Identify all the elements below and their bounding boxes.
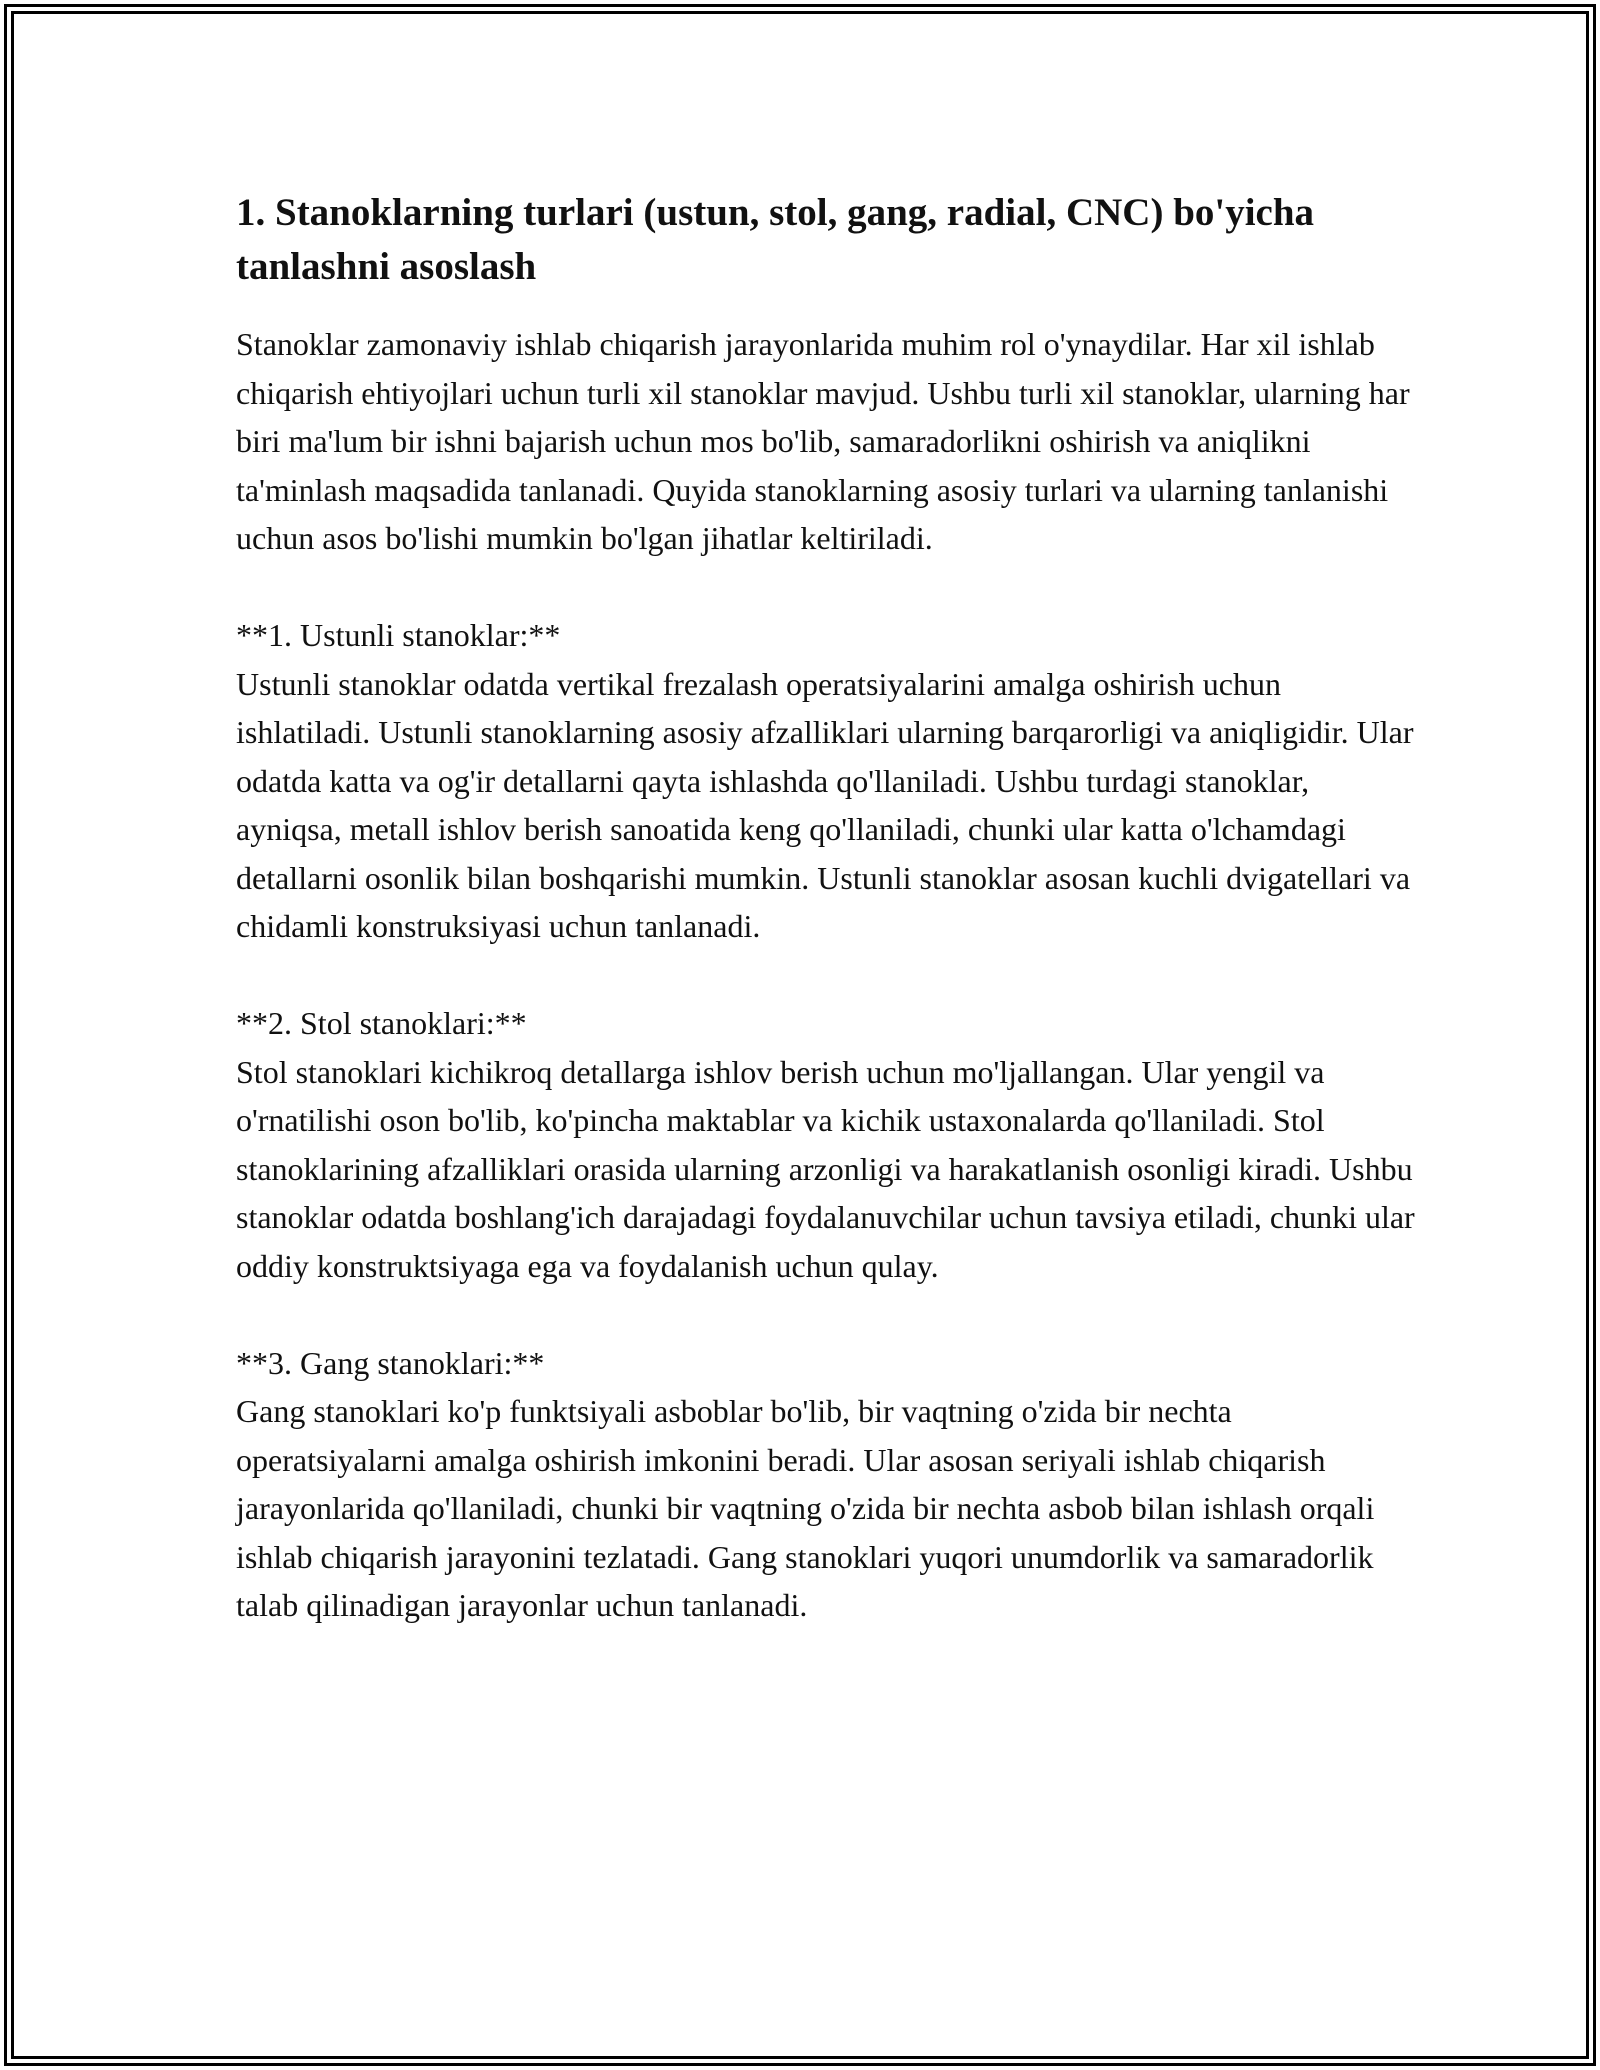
section-body-stol: Stol stanoklari kichikroq detallarga ishlov berish uchun mo'ljallangan. Ular yengil va o'rnatilishi oson bo'lib, ko'pincha maktablar va kichik ustaxonalarda qo'llaniladi. Stol stanoklarining afzalliklari orasida ularning arzonligi va harakatlanish osonligi kiradi. Ushbu stanoklar odatda boshlang'ich darajadagi foydalanuvchilar uchun tavsiya etiladi, chunki ular oddiy konstruktsiyaga ega va foydalanish uchun qulay. — [236, 1053, 1415, 1284]
section-heading-stol: **2. Stol stanoklari:** — [236, 1005, 527, 1041]
paragraph-gap — [236, 951, 1416, 1000]
document-page — [236, 186, 1416, 1630]
intro-paragraph: Stanoklar zamonaviy ishlab chiqarish jarayonlarida muhim rol o'ynaydilar. Har xil ishlab chiqarish ehtiyojlari uchun turli xil stanoklar mavjud. Ushbu turli xil stanoklar, ularning har biri ma'lum bir ishni bajarish uchun mos bo'lib, samaradorlikni oshirish va aniqlikni ta'minlash maqsadida tanlanadi. Quyida stanoklarning asosiy turlari va ularning tanlanishi uchun asos bo'lishi mumkin bo'lgan jihatlar keltiriladi. — [236, 326, 1410, 556]
section-body-gang: Gang stanoklari ko'p funktsiyali asboblar bo'lib, bir vaqtning o'zida bir nechta operatsiyalarni amalga oshirish imkonini beradi. Ular asosan seriyali ishlab chiqarish jarayonlarida qo'llaniladi, chunki bir vaqtning o'zida bir nechta asbob bilan ishlash orqali ishlab chiqarish jarayonini tezlatadi. Gang stanoklari yuqori unumdorlik va samaradorlik talab qilinadigan jarayonlar uchun tanlanadi. — [236, 1393, 1375, 1623]
section-heading-gang: **3. Gang stanoklari:** — [236, 1344, 545, 1381]
paragraph-gap — [236, 563, 1416, 612]
paragraph-gap — [236, 1290, 1416, 1339]
section-body-ustunli: Ustunli stanoklar odatda vertikal frezalash operatsiyalarini amalga oshirish uchun ishlatiladi. Ustunli stanoklarning asosiy afzalliklari ularning barqarorligi va aniqligidir. Ular odatda katta va og'ir detallarni qayta ishlashda qo'llaniladi. Ushbu turdagi stanoklar, ayniqsa, metall ishlov berish sanoatida keng qo'llaniladi, chunki ular katta o'lchamdagi detallarni osonlik bilan boshqarishi mumkin. Ustunli stanoklar asosan kuchli dvigatellari va chidamli konstruksiyasi uchun tanlanadi. — [236, 665, 1414, 944]
document-title: 1. Stanoklarning turlari (ustun, stol, gang, radial, CNC) bo'yicha tanlashni asoslash — [236, 191, 1315, 288]
section-heading-ustunli: **1. Ustunli stanoklar:** — [236, 617, 561, 653]
